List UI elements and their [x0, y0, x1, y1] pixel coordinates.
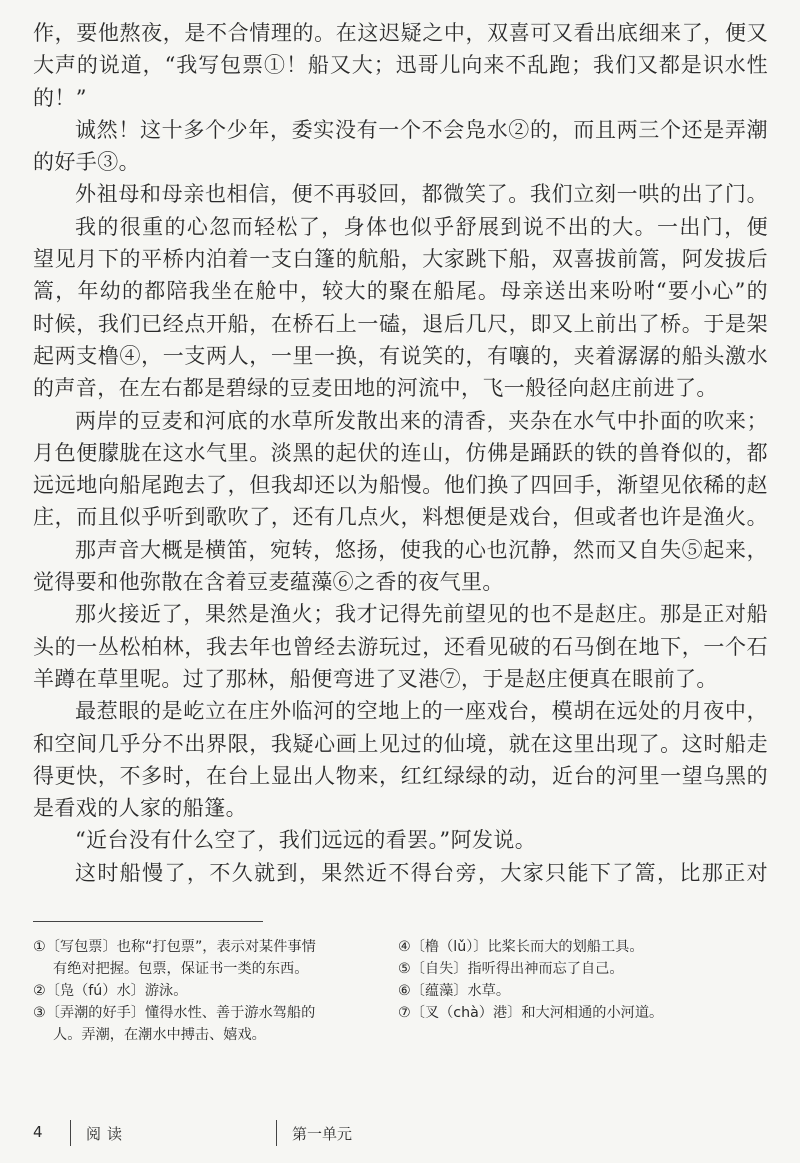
page-footer — [0, 1115, 800, 1155]
footnote-divider — [33, 921, 263, 922]
footer-separator — [276, 1120, 277, 1146]
body-line: 庄，而且似乎听到歌吹了，还有几点火，料想便是戏台，但或者也许是渔火。 — [33, 505, 768, 530]
body-text — [33, 17, 768, 889]
footnote-line: ①〔写包票〕也称“打包票”，表示对某件事情 — [33, 939, 316, 955]
body-line: 时候，我们已经点开船，在桥石上一磕，退后几尺，即又上前出了桥。于是架 — [33, 311, 768, 336]
body-line: 和空间几乎分不出界限，我疑心画上见过的仙境，就在这里出现了。这时船走 — [33, 731, 768, 756]
body-line: 这时船慢了，不久就到，果然近不得台旁，大家只能下了篙，比那正对 — [75, 860, 768, 885]
footnotes-left-column — [33, 936, 373, 1046]
body-line: “近台没有什么空了，我们远远的看罢。”阿发说。 — [75, 828, 537, 853]
body-line: 的声音，在左右都是碧绿的豆麦田地的河流中，飞一般径向赵庄前进了。 — [33, 376, 718, 401]
body-line: 头的一丛松柏林，我去年也曾经去游玩过，还看见破的石马倒在地下，一个石 — [33, 634, 768, 659]
footnote-line: ②〔凫（fú）水〕游泳。 — [33, 983, 188, 999]
body-line: 大声的说道，“我写包票①！船又大；迅哥儿向来不乱跑；我们又都是识水性 — [33, 53, 768, 78]
body-line: 作，要他熬夜，是不合情理的。在这迟疑之中，双喜可又看出底细来了，便又 — [33, 21, 768, 45]
body-line: 我的很重的心忽而轻松了，身体也似乎舒展到说不出的大。一出门，便 — [75, 214, 768, 239]
body-line: 篙，年幼的都陪我坐在舱中，较大的聚在船尾。母亲送出来吩咐“要小心”的 — [33, 279, 768, 304]
body-line: 起两支橹④，一支两人，一里一换，有说笑的，有嚷的，夹着潺潺的船头激水 — [33, 343, 768, 368]
body-line: 觉得要和他弥散在含着豆麦蕴藻⑥之香的夜气里。 — [33, 570, 504, 595]
body-line: 最惹眼的是屹立在庄外临河的空地上的一座戏台，模胡在远处的月夜中， — [75, 699, 768, 724]
body-line: 得更快，不多时，在台上显出人物来，红红绿绿的动，近台的河里一望乌黑的 — [33, 763, 768, 788]
body-line: 羊蹲在草里呢。过了那林，船便弯进了叉港⑦，于是赵庄便真在眼前了。 — [33, 666, 718, 691]
body-line: 那声音大概是横笛，宛转，悠扬，使我的心也沉静，然而又自失⑤起来， — [75, 537, 768, 562]
footnotes-right-column — [398, 936, 758, 1024]
body-line: 诚然！这十多个少年，委实没有一个不会凫水②的，而且两三个还是弄潮 — [75, 117, 768, 142]
footnote-line: 人。弄潮，在潮水中搏击、嬉戏。 — [53, 1027, 266, 1043]
body-line: 那火接近了，果然是渔火；我才记得先前望见的也不是赵庄。那是正对船 — [75, 602, 768, 627]
body-line: 外祖母和母亲也相信，便不再驳回，都微笑了。我们立刻一哄的出了门。 — [75, 182, 768, 207]
body-line: 的好手③。 — [33, 150, 140, 175]
section-name: 阅读 — [86, 1125, 129, 1143]
page-number: 4 — [33, 1123, 43, 1141]
body-line: 望见月下的平桥内泊着一支白篷的航船，大家跳下船，双喜拔前篙，阿发拔后 — [33, 247, 768, 272]
body-line: 远远地向船尾跑去了，但我却还以为船慢。他们换了四回手，渐望见依稀的赵 — [33, 473, 768, 498]
footnote-line: ⑦〔叉（chà）港〕和大河相通的小河道。 — [398, 1005, 664, 1021]
body-line: 两岸的豆麦和河底的水草所发散出来的清香，夹杂在水气中扑面的吹来； — [75, 408, 768, 433]
footnote-line: ③〔弄潮的好手〕懂得水性、善于游水驾船的 — [33, 1005, 316, 1021]
body-line: 月色便朦胧在这水气里。淡黑的起伏的连山，仿佛是踊跃的铁的兽脊似的，都 — [33, 440, 768, 465]
footnote-line: 有绝对把握。包票，保证书一类的东西。 — [53, 961, 309, 977]
footnote-line: ⑤〔自失〕指听得出神而忘了自己。 — [398, 961, 624, 977]
footnote-line: ⑥〔蕴藻〕水草。 — [398, 983, 511, 999]
unit-name: 第一单元 — [292, 1125, 353, 1143]
footnote-line: ④〔橹（lǔ）〕比桨长而大的划船工具。 — [398, 939, 644, 955]
body-line: 是看戏的人家的船篷。 — [33, 796, 247, 821]
body-line: 的！” — [33, 85, 87, 110]
footer-separator — [70, 1120, 71, 1146]
